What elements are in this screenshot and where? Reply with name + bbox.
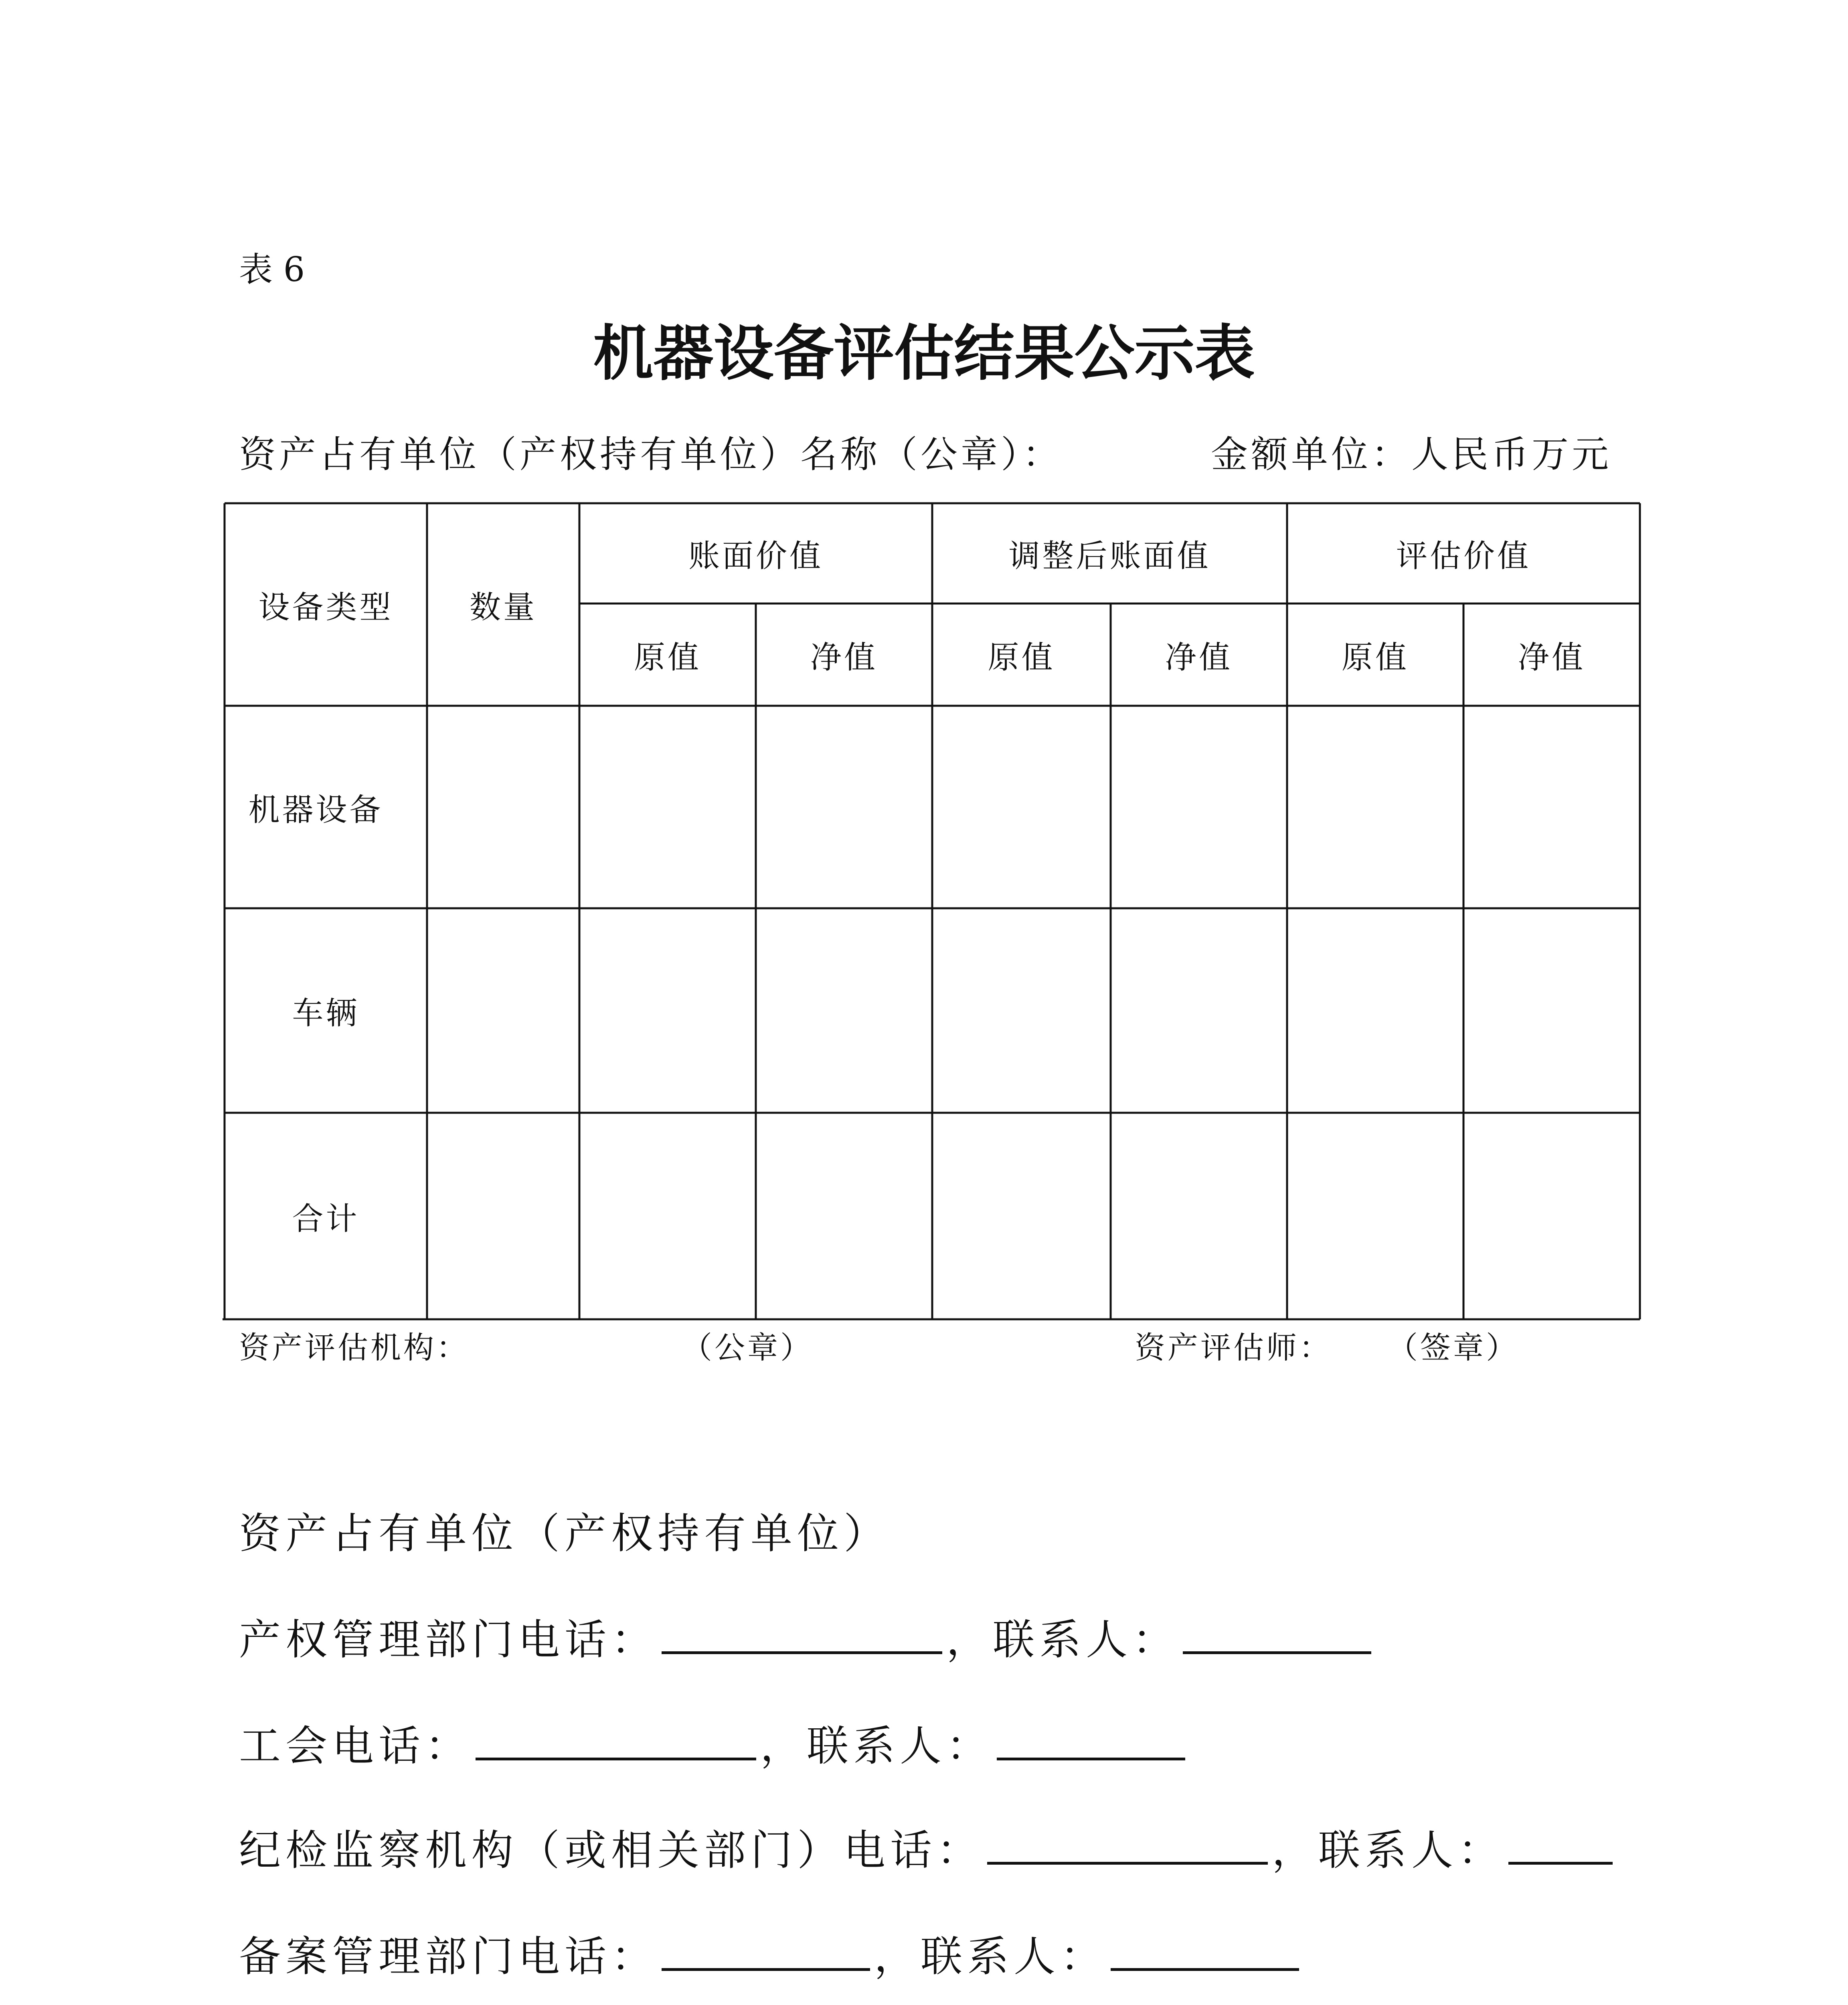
row-label-vehicles: 车辆	[292, 995, 360, 1031]
appraisal-agency-label: 资产评估机构：	[239, 1330, 469, 1365]
page-title: 机器设备评估结果公示表	[593, 318, 1255, 389]
agency-seal-label: （公章）	[682, 1330, 813, 1365]
contact-union	[239, 1712, 1189, 1772]
discipline-phone-field[interactable]	[987, 1830, 1268, 1865]
property-dept-contact-field[interactable]	[1183, 1619, 1371, 1654]
contact-unit-line: 资产占有单位（产权持有单位）	[239, 1509, 891, 1558]
header-book-value: 账面价值	[688, 538, 823, 574]
property-dept-phone-label: 产权管理部门电话：	[239, 1615, 658, 1664]
contact-discipline	[239, 1817, 1617, 1877]
contact-person-label: ，联系人：	[1272, 1826, 1505, 1875]
contact-property-dept	[239, 1606, 1375, 1666]
discipline-contact-field[interactable]	[1508, 1830, 1613, 1865]
filing-dept-phone-field[interactable]	[662, 1936, 870, 1971]
subheader-net-value: 净值	[1165, 639, 1233, 676]
subheader-net-value: 净值	[1518, 639, 1585, 676]
subheader-original-value: 原值	[988, 639, 1055, 676]
union-contact-field[interactable]	[997, 1726, 1185, 1760]
appraiser-seal-label: （签章）	[1387, 1330, 1519, 1365]
subheader-original-value: 原值	[634, 639, 701, 676]
header-adjusted-book-value: 调整后账面值	[1008, 538, 1211, 574]
header-equipment-type: 设备类型	[258, 589, 393, 626]
property-dept-phone-field[interactable]	[662, 1619, 942, 1654]
amount-unit-label: 金额单位：人民币万元	[1211, 433, 1612, 476]
contact-person-label: ，联系人：	[946, 1615, 1179, 1664]
header-appraised-value: 评估价值	[1396, 538, 1531, 574]
contact-person-label: ，联系人：	[760, 1721, 993, 1770]
contact-person-label: ，联系人：	[874, 1932, 1107, 1981]
subheader-net-value: 净值	[810, 639, 878, 676]
union-phone-label: 工会电话：	[239, 1721, 472, 1770]
contact-filing-dept	[239, 1923, 1303, 1983]
discipline-phone-label: 纪检监察机构（或相关部门）电话：	[239, 1826, 984, 1875]
header-quantity: 数量	[469, 589, 537, 626]
appraiser-label: 资产评估师：	[1135, 1330, 1332, 1365]
table-number: 表 6	[239, 250, 305, 289]
union-phone-field[interactable]	[476, 1726, 756, 1760]
row-label-machinery: 机器设备	[248, 792, 383, 828]
subheader-original-value: 原值	[1341, 639, 1409, 676]
unit-name-label: 资产占有单位（产权持有单位）名称（公章）：	[239, 433, 1063, 476]
filing-dept-phone-label: 备案管理部门电话：	[239, 1932, 658, 1981]
filing-dept-contact-field[interactable]	[1111, 1936, 1299, 1971]
row-label-total: 合计	[292, 1201, 360, 1237]
